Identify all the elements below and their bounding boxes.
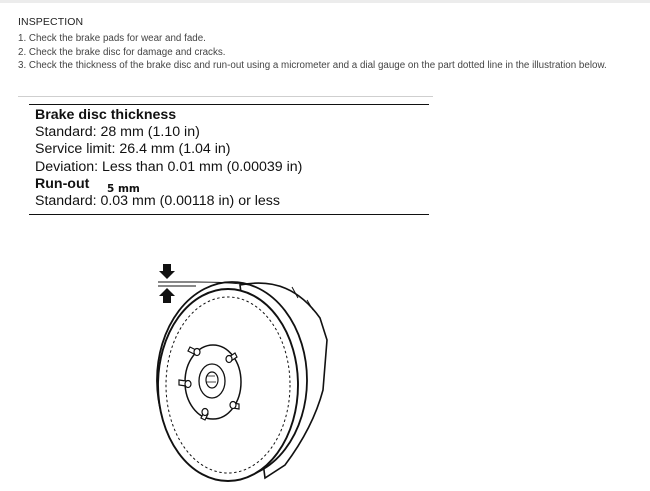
thickness-deviation: Deviation: Less than 0.01 mm (0.00039 in) — [35, 158, 303, 175]
step-item: 1. Check the brake pads for wear and fade. — [18, 33, 206, 44]
runout-standard: Standard: 0.03 mm (0.00118 in) or less — [35, 193, 280, 210]
runout-title: Run-out — [35, 175, 90, 192]
thickness-title: Brake disc thickness — [35, 107, 177, 123]
arrow-up-icon — [159, 288, 175, 303]
thickness-service-limit: Service limit: 26.4 mm (1.04 in) — [35, 141, 231, 158]
step-item: 2. Check the brake disc for damage and cracks. — [18, 46, 226, 58]
arrow-down-icon — [159, 264, 175, 279]
dimension-arrows — [159, 264, 175, 303]
thickness-standard: Standard: 28 mm (1.10 in) — [35, 124, 200, 141]
step-item: 3. Check the thickness of the brake disc and run-out using a micrometer and a dial gauge on the part dotted line in the illustration below. — [18, 60, 607, 71]
dimension-label: 5 mm — [107, 183, 140, 195]
section-heading: INSPECTION — [18, 16, 84, 28]
